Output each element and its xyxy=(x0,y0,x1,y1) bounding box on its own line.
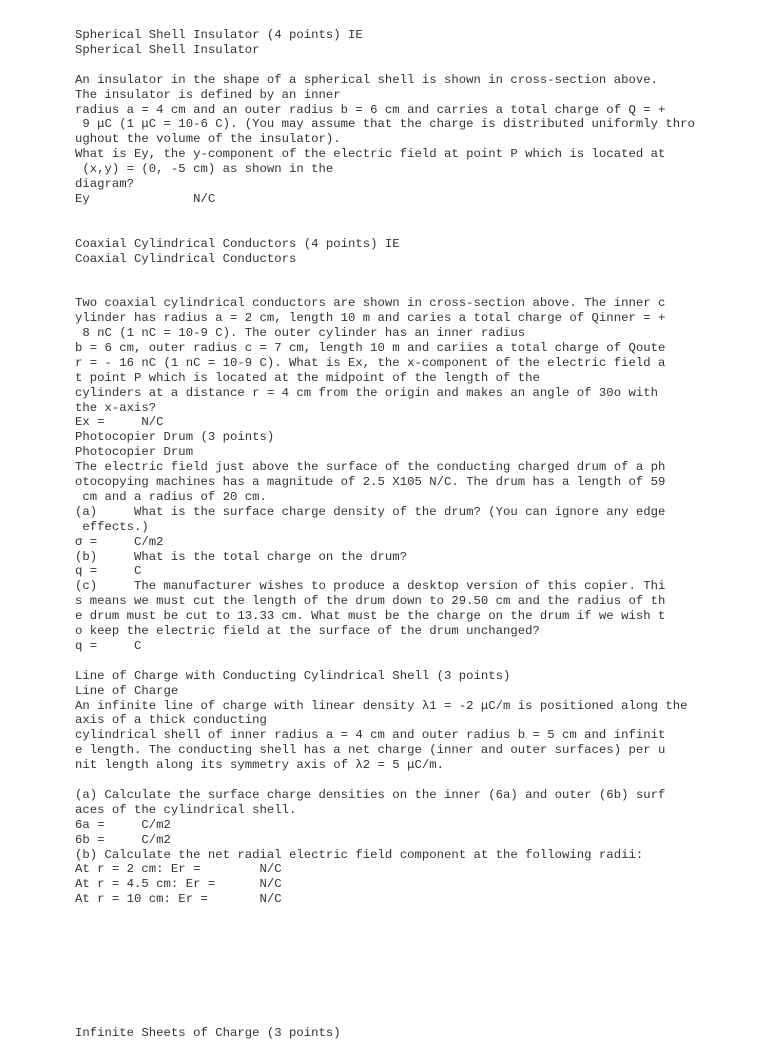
text-line: cylindrical shell of inner radius a = 4 cm and outer radius b = 5 cm and infinit xyxy=(75,728,666,743)
text-line: q = C xyxy=(75,564,142,579)
text-line: e length. The conducting shell has a net charge (inner and outer surfaces) per u xyxy=(75,743,666,758)
text-line: (x,y) = (0, -5 cm) as shown in the xyxy=(75,162,334,177)
text-line: r = - 16 nC (1 nC = 10-9 C). What is Ex, the x-component of the electric field a xyxy=(75,355,666,370)
text-line: (a) What is the surface charge density of the drum? (You can ignore any edge xyxy=(75,504,666,519)
text-line: q = C xyxy=(75,638,142,653)
text-line: Two coaxial cylindrical conductors are shown in cross-section above. The inner c xyxy=(75,296,666,311)
text-line: cm and a radius of 20 cm. xyxy=(75,489,267,504)
text-line: the x-axis? xyxy=(75,400,157,415)
text-line: cylinders at a distance r = 4 cm from the origin and makes an angle of 30o with xyxy=(75,385,658,400)
text-line: axis of a thick conducting xyxy=(75,713,267,728)
text-line: t point P which is located at the midpoint of the length of the xyxy=(75,370,540,385)
text-line: o keep the electric field at the surface of the drum unchanged? xyxy=(75,624,540,638)
text-line: radius a = 4 cm and an outer radius b = 6 cm and carries a total charge of Q = + xyxy=(75,102,666,117)
text-line: ylinder has radius a = 2 cm, length 10 m and caries a total charge of Qinner = + xyxy=(75,311,666,326)
text-line: Coaxial Cylindrical Conductors xyxy=(75,251,297,266)
text-line: (b) What is the total charge on the drum? xyxy=(75,549,408,564)
text-line: Spherical Shell Insulator (4 points) IE xyxy=(75,28,363,42)
text-line: Line of Charge with Conducting Cylindrical Shell (3 points) xyxy=(75,668,511,683)
text-line: (a) Calculate the surface charge densities on the inner (6a) and outer (6b) surf xyxy=(75,787,666,802)
text-line: Ex = N/C xyxy=(75,415,164,430)
text-line: 6a = C/m2 xyxy=(75,817,171,832)
text-line: b = 6 cm, outer radius c = 7 cm, length 10 m and cariies a total charge of Qoute xyxy=(75,340,666,355)
text-line: s means we must cut the length of the drum down to 29.50 cm and the radius of th xyxy=(75,594,666,609)
text-line: otocopying machines has a magnitude of 2.5 X105 N/C. The drum has a length of 59 xyxy=(75,475,666,489)
text-line: Infinite Sheets of Charge (3 points) xyxy=(75,1026,341,1041)
text-line: At r = 2 cm: Er = N/C xyxy=(75,862,282,877)
text-line: An infinite line of charge with linear density λ1 = -2 μC/m is positioned along the xyxy=(75,698,688,713)
text-line: aces of the cylindrical shell. xyxy=(75,802,297,817)
text-line: Photocopier Drum xyxy=(75,445,194,460)
text-line: Coaxial Cylindrical Conductors (4 points) IE xyxy=(75,236,400,251)
text-line: Ey N/C xyxy=(75,191,216,206)
text-line: At r = 4.5 cm: Er = N/C xyxy=(75,877,282,892)
text-line: (b) Calculate the net radial electric field component at the following radii: xyxy=(75,847,644,862)
text-line: Line of Charge xyxy=(75,683,179,698)
text-line: (c) The manufacturer wishes to produce a desktop version of this copier. Thi xyxy=(75,579,666,594)
text-line: The electric field just above the surface of the conducting charged drum of a ph xyxy=(75,460,666,475)
text-line: The insulator is defined by an inner xyxy=(75,87,341,102)
text-line: e drum must be cut to 13.33 cm. What must be the charge on the drum if we wish t xyxy=(75,609,666,624)
text-line: ughout the volume of the insulator). xyxy=(75,132,341,147)
text-line: An insulator in the shape of a spherical shell is shown in cross-section above. xyxy=(75,72,658,87)
text-line: diagram? xyxy=(75,177,135,191)
text-line: 9 μC (1 μC = 10-6 C). (You may assume that the charge is distributed uniformly thro xyxy=(75,117,695,132)
text-line: Photocopier Drum (3 points) xyxy=(75,430,275,445)
text-line: Spherical Shell Insulator xyxy=(75,42,260,57)
text-line: σ = C/m2 xyxy=(75,534,164,549)
text-line: effects.) xyxy=(75,519,149,534)
text-line: nit length along its symmetry axis of λ2 = 5 μC/m. xyxy=(75,758,444,773)
text-line: 6b = C/m2 xyxy=(75,832,171,847)
text-line: At r = 10 cm: Er = N/C xyxy=(75,892,282,907)
text-line: 8 nC (1 nC = 10-9 C). The outer cylinder has an inner radius xyxy=(75,326,526,340)
text-line: What is Ey, the y-component of the electric field at point P which is located at xyxy=(75,147,666,162)
